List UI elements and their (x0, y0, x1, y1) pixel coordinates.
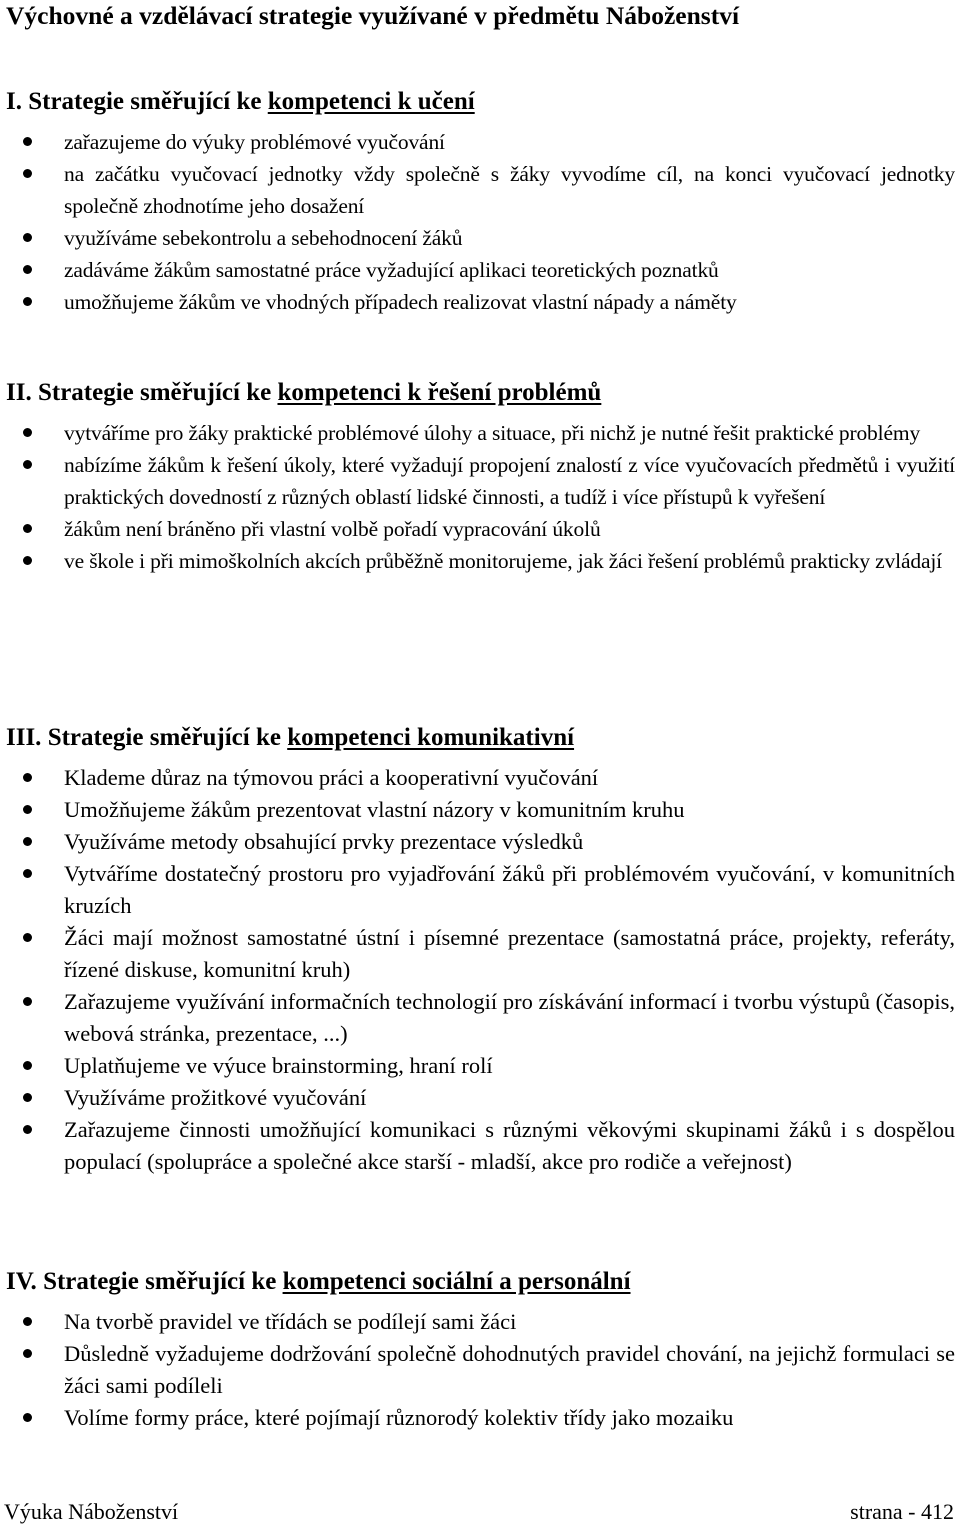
section-heading (6, 86, 960, 118)
bullet-icon (23, 805, 32, 814)
bullet-icon (23, 773, 32, 782)
list-item (0, 449, 955, 513)
list-item-text: Uplatňujeme ve výuce brainstorming, hraní rolí (64, 1053, 493, 1078)
bullet-icon (23, 1349, 32, 1358)
section-number: III. (6, 724, 42, 751)
list-item-text: Zařazujeme činnosti umožňující komunikaci s různými věkovými skupinami žáků i s dospělou populací (spolupráce a společné akce starší - mladší, akce pro rodiče a veřejnost) (64, 1117, 955, 1174)
list-item (0, 1338, 955, 1402)
section-heading (6, 377, 960, 409)
list-item-text: Klademe důraz na týmovou práci a kooperativní vyučování (64, 765, 599, 790)
section-heading-prefix: Strategie směřující ke (43, 1268, 277, 1295)
bullet-icon (23, 869, 32, 878)
list-item-text: ve škole i při mimoškolních akcích průběžně monitorujeme, jak žáci řešení problémů prakticky zvládají (64, 549, 943, 573)
footer-subject: Výuka Náboženství (4, 1499, 179, 1524)
section-topic: kompetenci k učení (267, 88, 475, 115)
bullet-icon (23, 837, 32, 846)
list-item-text: umožňujeme žákům ve vhodných případech realizovat vlastní nápady a náměty (64, 290, 737, 314)
list-item (0, 1306, 955, 1338)
section-number: IV. (6, 1268, 37, 1295)
bullet-icon (23, 933, 32, 942)
list-item (0, 794, 955, 826)
list-item (0, 1402, 955, 1434)
list-item (0, 1082, 955, 1114)
bullet-icon (23, 997, 32, 1006)
list-item-text: Volíme formy práce, které pojímají různorodý kolektiv třídy jako mozaiku (64, 1405, 734, 1430)
section-topic: kompetenci komunikativní (287, 724, 575, 751)
bullet-icon (23, 1317, 32, 1326)
list-item (0, 158, 955, 222)
list-item (0, 222, 955, 254)
strategy-list (0, 417, 960, 577)
list-item-text: využíváme sebekontrolu a sebehodnocení žáků (64, 226, 463, 250)
list-item (0, 286, 955, 318)
list-item-text: Využíváme prožitkové vyučování (64, 1085, 367, 1110)
list-item (0, 1050, 955, 1082)
bullet-icon (23, 137, 32, 146)
list-item (0, 545, 955, 577)
list-item (0, 762, 955, 794)
list-item (0, 922, 955, 986)
list-item-text: zařazujeme do výuky problémové vyučování (64, 130, 445, 154)
bullet-icon (23, 297, 32, 306)
bullet-icon (23, 1093, 32, 1102)
bullet-icon (23, 1125, 32, 1134)
bullet-icon (23, 556, 32, 565)
bullet-icon (23, 1061, 32, 1070)
list-item-text: Vytváříme dostatečný prostoru pro vyjadřování žáků při problémovém vyučování, v komunitních kruzích (64, 861, 955, 918)
list-item-text: Zařazujeme využívání informačních technologií pro získávání informací i tvorbu výstupů (časopis, webová stránka, prezentace, ...) (64, 989, 955, 1046)
strategy-list (0, 1306, 960, 1434)
section-topic: kompetenci sociální a personální (282, 1268, 631, 1295)
list-item (0, 858, 955, 922)
strategy-list (0, 762, 960, 1178)
bullet-icon (23, 169, 32, 178)
section-heading-prefix: Strategie směřující ke (28, 88, 262, 115)
list-item-text: žákům není bráněno při vlastní volbě pořadí vypracování úkolů (64, 517, 601, 541)
list-item-text: Žáci mají možnost samostatné ústní i písemné prezentace (samostatná práce, projekty, referáty, řízené diskuse, komunitní kruh) (64, 925, 955, 982)
bullet-icon (23, 1413, 32, 1422)
list-item (0, 826, 955, 858)
section-number: II. (6, 379, 32, 406)
list-item-text: nabízíme žákům k řešení úkoly, které vyžadují propojení znalostí z více vyučovacích předmětů i využití praktických dovedností z různých oblastí lidské činnosti, a tudíž i více přístupů k vyřešení (64, 453, 955, 509)
section-number: I. (6, 88, 22, 115)
bullet-icon (23, 265, 32, 274)
page-title: Výchovné a vzdělávací strategie využívané v předmětu Náboženství (6, 1, 740, 30)
strategy-list (0, 126, 960, 318)
list-item-text: na začátku vyučovací jednotky vždy společně s žáky vyvodíme cíl, na konci vyučovací jednotky společně zhodnotíme jeho dosažení (64, 162, 955, 218)
bullet-icon (23, 460, 32, 469)
list-item (0, 254, 955, 286)
bullet-icon (23, 524, 32, 533)
bullet-icon (23, 233, 32, 242)
list-item (0, 1114, 955, 1178)
list-item-text: Využíváme metody obsahující prvky prezentace výsledků (64, 829, 584, 854)
section-heading (6, 722, 960, 754)
list-item (0, 986, 955, 1050)
list-item-text: Důsledně vyžadujeme dodržování společně dohodnutých pravidel chování, na jejichž formulaci se žáci sami podíleli (64, 1341, 955, 1398)
section-topic: kompetenci k řešení problémů (277, 379, 602, 406)
list-item-text: Na tvorbě pravidel ve třídách se podílejí sami žáci (64, 1309, 517, 1334)
section-problem-solving-competence (0, 377, 960, 577)
page-number: strana - 412 (850, 1499, 954, 1524)
list-item-text: vytváříme pro žáky praktické problémové úlohy a situace, při nichž je nutné řešit praktické problémy (64, 421, 921, 445)
section-heading-prefix: Strategie směřující ke (37, 379, 272, 406)
section-heading (6, 1266, 960, 1298)
section-learning-competence (0, 86, 960, 318)
section-heading-prefix: Strategie směřující ke (47, 724, 281, 751)
list-item (0, 417, 955, 449)
list-item (0, 513, 955, 545)
section-social-personal-competence (0, 1266, 960, 1434)
list-item-text: zadáváme žákům samostatné práce vyžadující aplikaci teoretických poznatků (64, 258, 719, 282)
section-communicative-competence (0, 722, 960, 1178)
list-item-text: Umožňujeme žákům prezentovat vlastní názory v komunitním kruhu (64, 797, 685, 822)
list-item (0, 126, 955, 158)
bullet-icon (23, 428, 32, 437)
